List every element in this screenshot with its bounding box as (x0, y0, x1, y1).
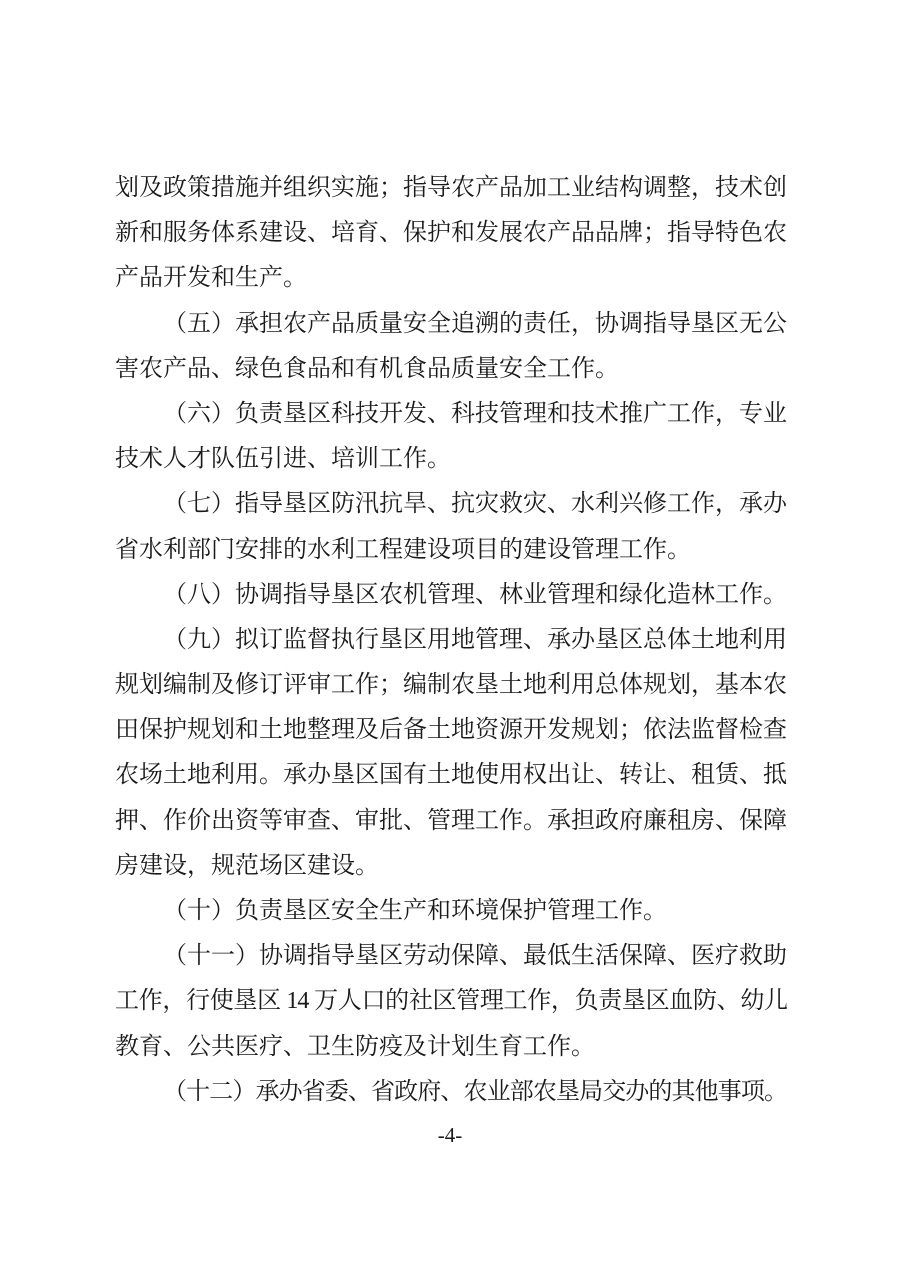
document-body (115, 166, 787, 1115)
page-number: -4- (437, 1123, 463, 1147)
text-line: 工作，行使垦区 14 万人口的社区管理工作，负责垦区血防、幼儿 (115, 988, 787, 1015)
text-line: 省水利部门安排的水利工程建设项目的建设管理工作。 (115, 536, 691, 563)
text-line: （九）拟订监督执行垦区用地管理、承办垦区总体土地利用 (163, 626, 787, 653)
text-line: （十）负责垦区安全生产和环境保护管理工作。 (163, 898, 667, 924)
text-line: 害农产品、绿色食品和有机食品质量安全工作。 (115, 355, 619, 382)
text-line: （五）承担农产品质量安全追溯的责任，协调指导垦区无公 (163, 310, 787, 337)
text-line: 教育、公共医疗、卫生防疫及计划生育工作。 (115, 1033, 595, 1060)
text-line: 押、作价出资等审查、审批、管理工作。承担政府廉租房、保障 (115, 807, 787, 834)
text-line: 房建设，规范场区建设。 (115, 852, 379, 879)
text-line: 新和服务体系建设、培育、保护和发展农产品品牌；指导特色农 (115, 220, 787, 247)
text-line: （七）指导垦区防汛抗旱、抗灾救灾、水利兴修工作，承办 (163, 491, 787, 518)
text-line: 农场土地利用。承办垦区国有土地使用权出让、转让、租赁、抵 (115, 762, 787, 789)
text-line: （十二）承办省委、省政府、农业部农垦局交办的其他事项。 (163, 1078, 787, 1105)
text-line: 田保护规划和土地整理及后备土地资源开发规划；依法监督检查 (115, 717, 787, 744)
text-line: 技术人才队伍引进、培训工作。 (115, 446, 451, 473)
text-line: （六）负责垦区科技开发、科技管理和技术推广工作，专业 (163, 400, 787, 427)
text-line: 规划编制及修订评审工作；编制农垦土地利用总体规划，基本农 (115, 672, 787, 699)
text-line: （八）协调指导垦区农机管理、林业管理和绿化造林工作。 (163, 581, 787, 608)
text-line: 产品开发和生产。 (115, 265, 307, 292)
text-line: （十一）协调指导垦区劳动保障、最低生活保障、医疗救助 (163, 943, 787, 970)
text-line: 划及政策措施并组织实施；指导农产品加工业结构调整，技术创 (115, 175, 787, 201)
